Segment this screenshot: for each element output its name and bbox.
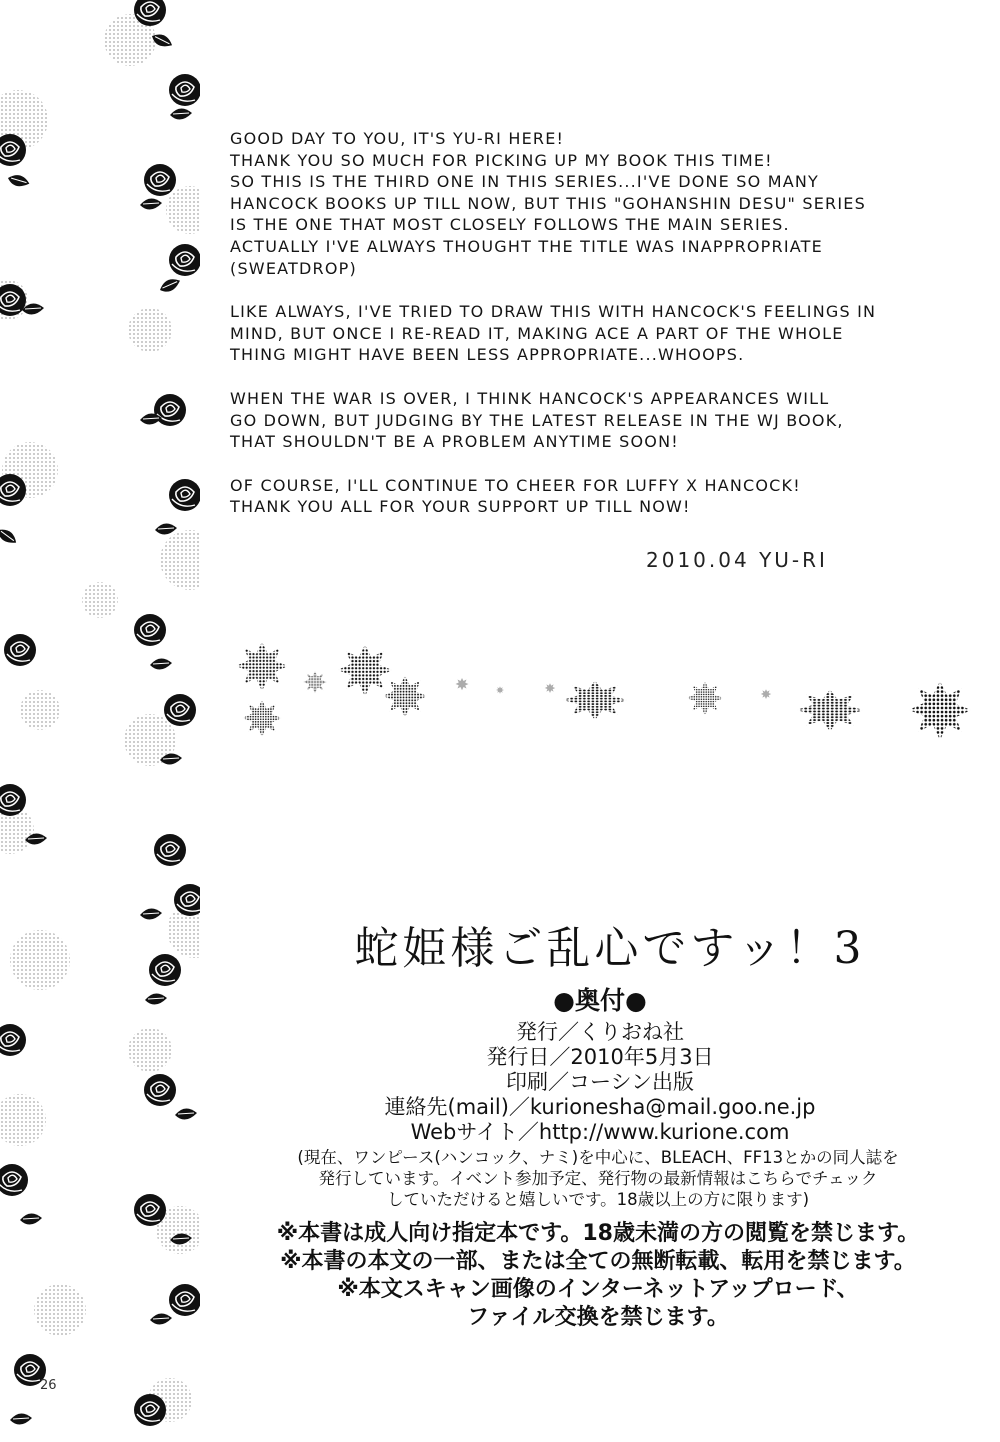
contact-mail-line: 連絡先(mail)／kurionesha@mail.goo.ne.jp bbox=[384, 1095, 816, 1119]
afterword-signature: 2010.04 YU-RI bbox=[646, 548, 828, 572]
rose-border bbox=[0, 0, 200, 1442]
publish-date-line: 発行日／2010年5月3日 bbox=[486, 1045, 714, 1069]
publication-note: (現在、ワンピース(ハンコック、ナミ)を中心に、BLEACH、FF13とかの同人誌を 発行しています。イベント参加予定、発行物の最新情報はこちらでチェック していただけると嬉しいです。18歳以上の方に限ります) bbox=[297, 1148, 899, 1209]
publisher-line: 発行／くりおね社 bbox=[516, 1020, 684, 1044]
afterword-text bbox=[230, 128, 970, 540]
okuzuke-heading: ●奥付● bbox=[553, 986, 647, 1015]
afterword-paragraph-4: OF COURSE, I'LL CONTINUE TO CHEER FOR LUFFY X HANCOCK! THANK YOU ALL FOR YOUR SUPPORT UP TILL NOW! bbox=[230, 475, 801, 517]
website-line: Webサイト／http://www.kurione.com bbox=[410, 1120, 790, 1144]
warning-line: ※本書の本文の一部、または全ての無断転載、転用を禁じます。 bbox=[280, 1249, 916, 1274]
afterword-paragraph-2: LIKE ALWAYS, I'VE TRIED TO DRAW THIS WITH HANCOCK'S FEELINGS IN MIND, BUT ONCE I RE-READ IT, MAKING ACE A PART OF THE WHOLE THING MIGHT HAVE BEEN LESS APPROPRIATE...WHOOPS. bbox=[230, 302, 877, 365]
colophon bbox=[200, 918, 970, 1332]
warnings bbox=[200, 1220, 970, 1332]
printer-line: 印刷／コーシン出版 bbox=[505, 1070, 695, 1094]
page-number: 26 bbox=[40, 1378, 57, 1393]
book-title: 蛇姫様ご乱心ですッ！3 bbox=[354, 923, 866, 974]
warning-line: ※本書は成人向け指定本です。18歳未満の方の閲覧を禁じます。 bbox=[276, 1221, 920, 1246]
publication-info bbox=[200, 1020, 970, 1145]
warning-line: ファイル交換を禁じます。 bbox=[467, 1305, 729, 1330]
warning-line: ※本文スキャン画像のインターネットアップロード、 bbox=[337, 1277, 859, 1302]
afterword-paragraph-1: GOOD DAY TO YOU, IT'S YU-RI HERE! THANK YOU SO MUCH FOR PICKING UP MY BOOK THIS TIME! SO THIS IS THE THIRD ONE IN THIS SERIES...I'VE DONE SO MANY HANCOCK BOOKS UP TILL NOW, BUT THIS "GOHANSHIN DESU" SERIES IS THE ONE THAT MOST CLOSELY FOLLOWS THE MAIN SERIES. ACTUALLY I'VE ALWAYS THOUGHT THE TITLE WAS INAPPROPRIATE (SWEATDROP) bbox=[230, 129, 866, 278]
halftone-burst-icon bbox=[230, 630, 1000, 740]
afterword-paragraph-3: WHEN THE WAR IS OVER, I THINK HANCOCK'S APPEARANCES WILL GO DOWN, BUT JUDGING BY THE LATEST RELEASE IN THE WJ BOOK, THAT SHOULDN'T BE A PROBLEM ANYTIME SOON! bbox=[230, 388, 844, 452]
